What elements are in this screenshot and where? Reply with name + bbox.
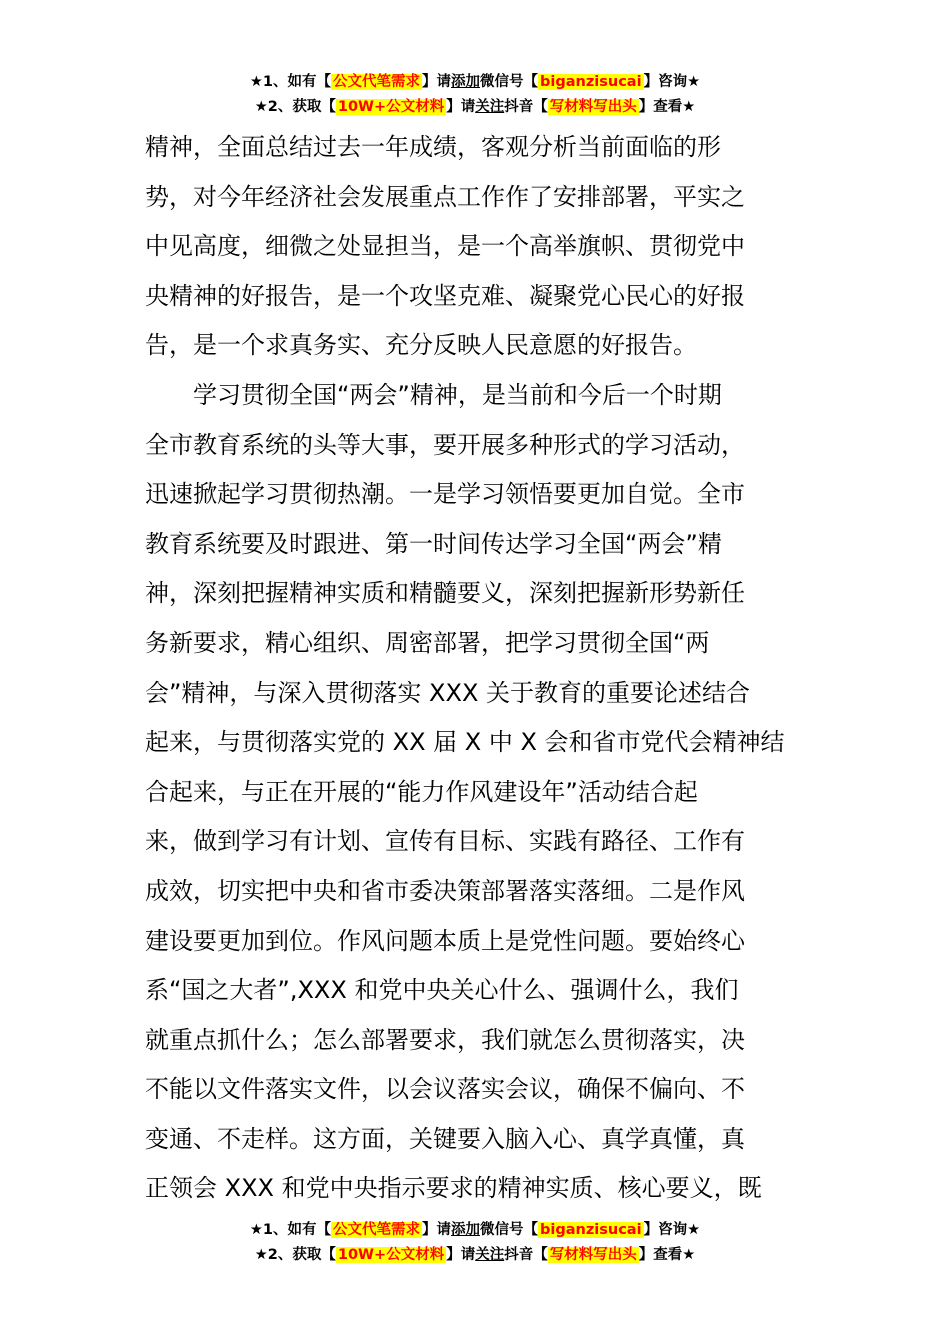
text-line: 中见高度，细微之处显担当，是一个高举旗帜、贯彻党中 [145,232,745,261]
banner-line-1: ★1、如有【 公文代笔需求 】请添加微信号【 biganzisucai 】咨询★ [249,74,701,90]
text-line: 就重点抓什么；怎么部署要求，我们就怎么贯彻落实，决 [145,1025,745,1054]
highlight-douyin-account: 写材料写出头 [549,1247,637,1263]
document-body [145,123,815,1214]
text-line: 迅速掀起学习贯彻热潮。一是学习领悟要更加自觉。全市 [145,480,745,509]
highlight-wechat-id: biganzisucai [540,1222,642,1238]
footer-banner [0,1218,950,1268]
text-line: 告，是一个求真务实、充分反映人民意愿的好报告。 [145,331,697,360]
text-line: 务新要求，精心组织、周密部署，把学习贯彻全国“两 [145,628,710,657]
text-line: 不能以文件落实文件，以会议落实会议，确保不偏向、不 [145,1075,745,1104]
text-line: 学习贯彻全国“两会”精神，是当前和今后一个时期 [145,380,722,409]
text-line: 神，深刻把握精神实质和精髓要义，深刻把握新形势新任 [145,579,745,608]
text-line: 系“国之大者”,XXX 和党中央关心什么、强调什么，我们 [145,976,739,1005]
text-line: 全市教育系统的头等大事，要开展多种形式的学习活动， [145,430,745,459]
text-line: 起来，与贯彻落实党的 XX 届 X 中 X 会和省市党代会精神结 [145,728,785,757]
highlight-douyin-account: 写材料写出头 [549,99,637,115]
header-banner [0,70,950,120]
text-line: 精神，全面总结过去一年成绩，客观分析当前面临的形 [145,133,721,161]
text-line: 建设要更加到位。作风问题本质上是党性问题。要始终心 [145,926,745,955]
text-line: 变通、不走样。这方面，关键要入脑入心、真学真懂，真 [145,1124,745,1153]
text-line: 央精神的好报告，是一个攻坚克难、凝聚党心民心的好报 [145,281,745,310]
text-line: 会”精神，与深入贯彻落实 XXX 关于教育的重要论述结合 [145,678,751,707]
text-line: 来，做到学习有计划、宣传有目标、实践有路径、工作有 [145,827,745,856]
text-line: 成效，切实把中央和省市委决策部署落实落细。二是作风 [145,876,745,905]
banner-line-2: ★2、获取【 10W+公文材料 】请关注抖音【 写材料写出头 】查看★ [254,1247,696,1263]
highlight-materials: 10W+公文材料 [337,1247,445,1263]
banner-line-2: ★2、获取【 10W+公文材料 】请关注抖音【 写材料写出头 】查看★ [254,99,696,115]
text-line: 势，对今年经济社会发展重点工作作了安排部署，平实之 [145,182,745,211]
highlight-materials: 10W+公文材料 [337,99,445,115]
text-line: 教育系统要及时跟进、第一时间传达学习全国“两会”精 [145,529,722,558]
banner-line-1: ★1、如有【 公文代笔需求 】请添加微信号【 biganzisucai 】咨询★ [249,1222,701,1238]
highlight-wechat-id: biganzisucai [540,74,642,90]
text-line: 正领会 XXX 和党中央指示要求的精神实质、核心要义，既 [145,1174,762,1203]
text-line: 合起来，与正在开展的“能力作风建设年”活动结合起 [145,777,698,806]
highlight-service: 公文代笔需求 [333,74,421,90]
highlight-service: 公文代笔需求 [333,1222,421,1238]
